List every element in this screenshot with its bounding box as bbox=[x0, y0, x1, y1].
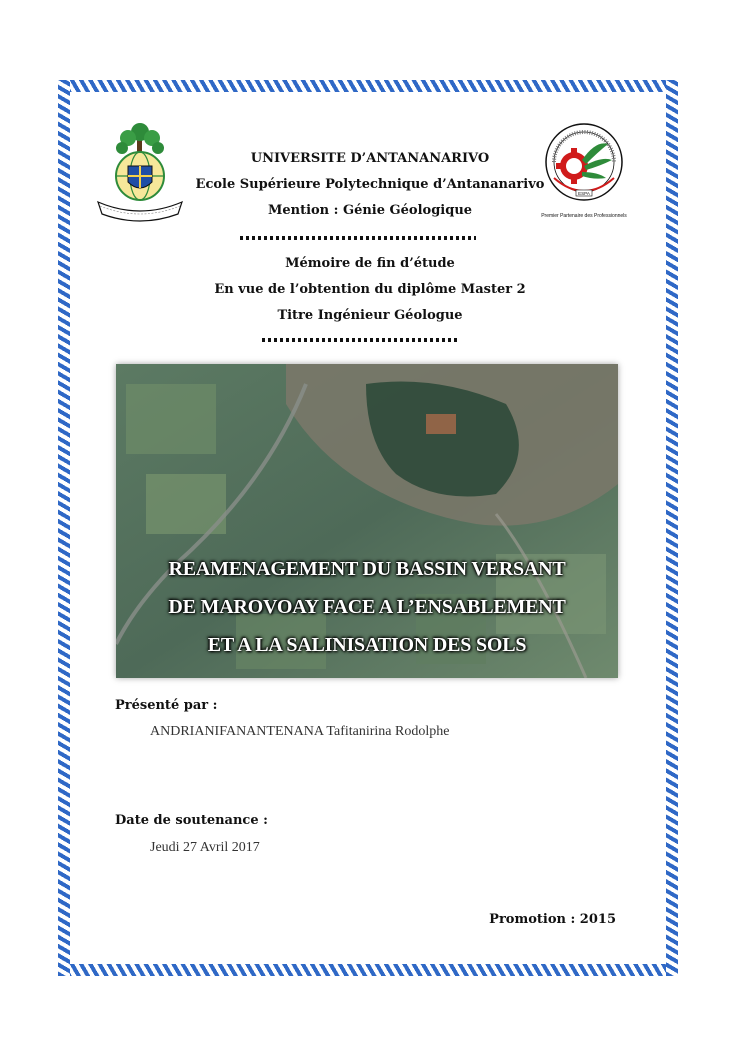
promotion: Promotion : 2015 bbox=[489, 912, 616, 927]
thesis-title-line: REAMENAGEMENT DU BASSIN VERSANT bbox=[168, 558, 566, 580]
presenter-label: Présenté par : bbox=[115, 698, 218, 713]
thesis-title-line: ET A LA SALINISATION DES SOLS bbox=[207, 634, 527, 656]
svg-text:ESPA: ESPA bbox=[578, 191, 590, 196]
mention: Mention : Génie Géologique bbox=[267, 203, 473, 218]
university-logo bbox=[94, 120, 186, 228]
thesis-block bbox=[180, 251, 560, 329]
thesis-title bbox=[116, 550, 618, 664]
institution-block bbox=[180, 146, 560, 224]
thesis-type: Mémoire de fin d’étude bbox=[285, 256, 455, 271]
dotted-separator bbox=[240, 236, 476, 240]
presenter-name: ANDRIANIFANANTENANA Tafitanirina Rodolphe bbox=[150, 724, 450, 739]
defense-date: Jeudi 27 Avril 2017 bbox=[150, 840, 260, 855]
dotted-separator bbox=[262, 338, 458, 342]
thesis-purpose: En vue de l’obtention du diplôme Master 2 bbox=[214, 282, 526, 297]
university-name: UNIVERSITE D’ANTANANARIVO bbox=[250, 151, 490, 166]
decorative-border-top bbox=[58, 80, 678, 92]
satellite-image bbox=[116, 364, 618, 678]
school-name: Ecole Supérieure Polytechnique d’Antananarivo bbox=[195, 177, 545, 192]
defense-date-label: Date de soutenance : bbox=[115, 813, 268, 828]
thesis-title-line: DE MAROVOAY FACE A L’ENSABLEMENT bbox=[168, 596, 566, 618]
svg-text:Premier Partenaire des Profess: Premier Partenaire des Professionnels bbox=[541, 213, 627, 219]
thesis-degree: Titre Ingénieur Géologue bbox=[277, 308, 463, 323]
decorative-border-left bbox=[58, 80, 70, 976]
decorative-border-right bbox=[666, 80, 678, 976]
decorative-border-bottom bbox=[58, 964, 678, 976]
